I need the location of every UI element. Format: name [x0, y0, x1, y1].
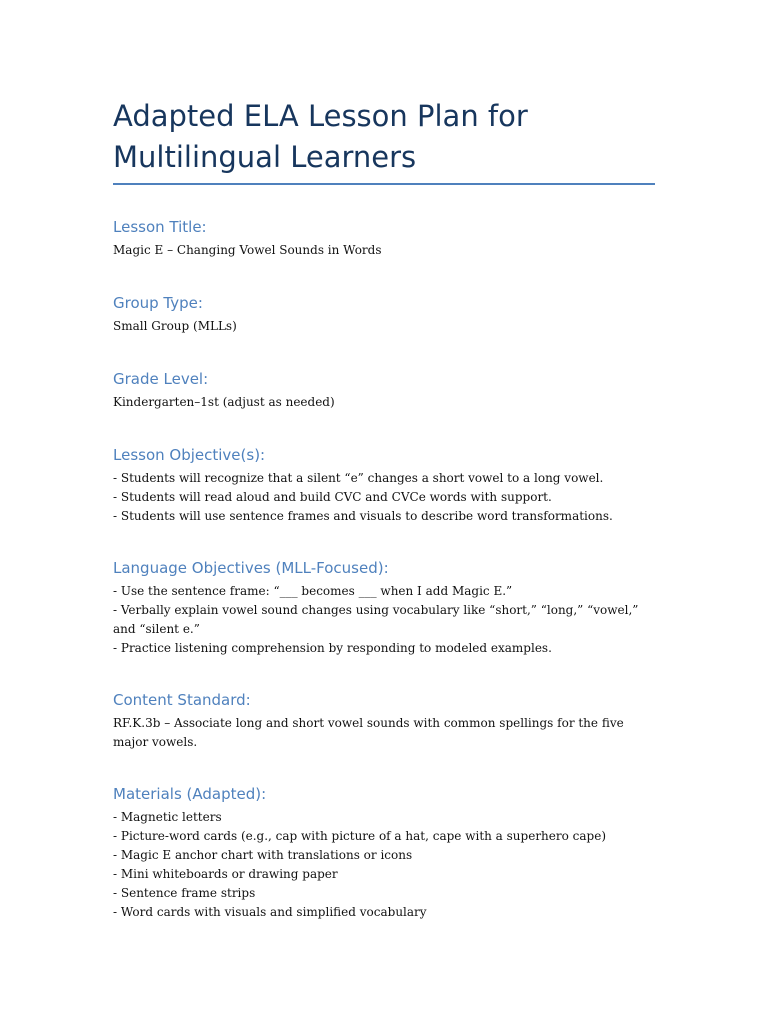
section-lesson-title [113, 217, 655, 260]
section-heading-lesson-title: Lesson Title: [113, 218, 207, 236]
section-grade-level [113, 369, 655, 412]
list-item: - Students will recognize that a silent “e” changes a short vowel to a long vowel. [113, 471, 604, 485]
section-heading-lesson-objectives: Lesson Objective(s): [113, 446, 266, 464]
section-heading-grade-level: Grade Level: [113, 370, 209, 388]
document-page [113, 96, 655, 922]
list-item: - Mini whiteboards or drawing paper [113, 867, 338, 881]
grade-level-text: Kindergarten–1st (adjust as needed) [113, 395, 335, 409]
section-language-objectives [113, 558, 655, 658]
document-title-line-2: Multilingual Learners [113, 140, 417, 174]
section-heading-materials: Materials (Adapted): [113, 785, 267, 803]
document-title-line-1: Adapted ELA Lesson Plan for [113, 99, 528, 133]
list-item: - Students will use sentence frames and visuals to describe word transformations. [113, 509, 613, 523]
lesson-title-text: Magic E – Changing Vowel Sounds in Words [113, 243, 382, 257]
group-type-text: Small Group (MLLs) [113, 319, 237, 333]
section-heading-group-type: Group Type: [113, 294, 203, 312]
list-item: - Magnetic letters [113, 810, 222, 824]
document-title [113, 96, 655, 178]
materials-list [113, 808, 655, 922]
content-standard-text: RF.K.3b – Associate long and short vowel sounds with common spellings for the five major vowels. [113, 716, 624, 749]
list-item: - Use the sentence frame: “___ becomes ___ when I add Magic E.” [113, 584, 513, 598]
title-divider [113, 183, 655, 185]
list-item: - Picture-word cards (e.g., cap with picture of a hat, cape with a superhero cape) [113, 829, 607, 843]
section-heading-content-standard: Content Standard: [113, 691, 251, 709]
list-item: - Word cards with visuals and simplified vocabulary [113, 905, 427, 919]
language-objectives-list [113, 582, 655, 658]
list-item: - Sentence frame strips [113, 886, 256, 900]
section-materials [113, 784, 655, 922]
list-item: - Practice listening comprehension by responding to modeled examples. [113, 641, 552, 655]
section-content-standard [113, 690, 655, 752]
list-item: - Students will read aloud and build CVC and CVCe words with support. [113, 490, 552, 504]
list-item: - Verbally explain vowel sound changes using vocabulary like “short,” “long,” “vowel,” and “silent e.” [113, 603, 639, 636]
lesson-objectives-list [113, 469, 655, 526]
section-group-type [113, 293, 655, 336]
section-lesson-objectives [113, 445, 655, 526]
list-item: - Magic E anchor chart with translations or icons [113, 848, 413, 862]
section-heading-language-objectives: Language Objectives (MLL-Focused): [113, 559, 389, 577]
